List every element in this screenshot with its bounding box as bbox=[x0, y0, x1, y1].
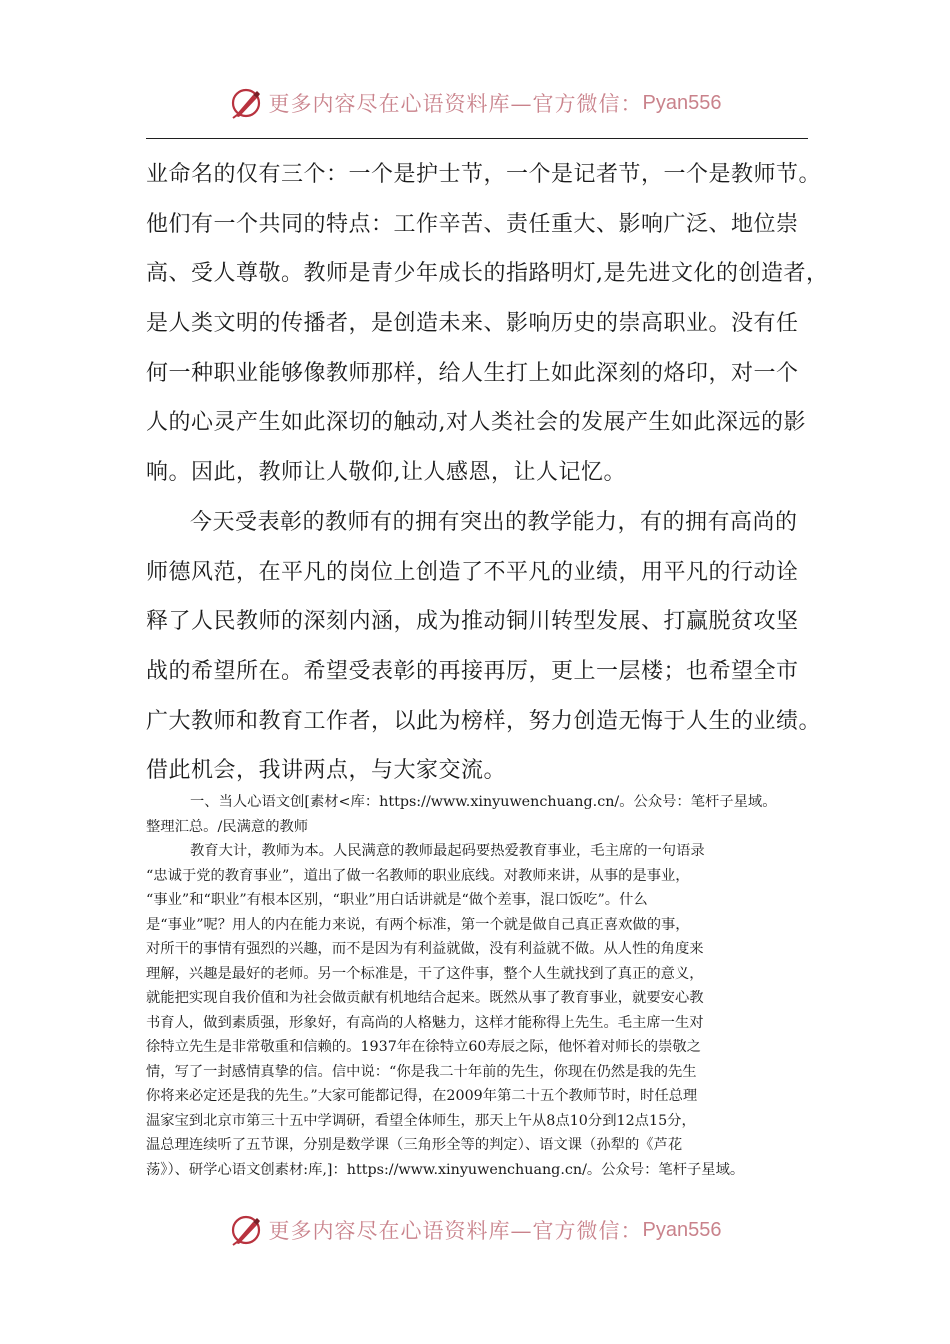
section-heading-line: 整理汇总。/民满意的教师 bbox=[146, 818, 309, 835]
header-wechat-id: Pyan556 bbox=[642, 91, 722, 114]
pen-logo-icon bbox=[229, 1213, 263, 1247]
main-line: 借此机会，我讲两点，与大家交流。 bbox=[146, 758, 507, 784]
main-line: 师德风范，在平凡的岗位上创造了不平凡的业绩，用平凡的行动诠 bbox=[146, 559, 799, 585]
footer-banner bbox=[0, 1207, 950, 1253]
section-heading-line: 一、当人心语文创[素材<库：https://www.xinyuwenchuang.cn/。公众号：笔杆子星域。 bbox=[190, 794, 777, 810]
section-line: 教育大计，教师为本。人民满意的教师最起码要热爱教育事业，毛主席的一句语录 bbox=[190, 843, 705, 859]
section-line: 情，写了一封感情真挚的信。信中说：“你是我二十年前的先生，你现在仍然是我的先生 bbox=[146, 1063, 697, 1080]
main-line: 今天受表彰的教师有的拥有突出的教学能力，有的拥有高尚的 bbox=[190, 509, 798, 535]
section-line: 理解，兴趣是最好的老师。另一个标准是，干了这件事，整个人生就找到了真正的意义， bbox=[146, 965, 704, 982]
header-banner bbox=[0, 80, 950, 126]
main-line: 高、受人尊敬。教师是青少年成长的指路明灯,是先进文化的创造者， bbox=[146, 261, 829, 287]
footer-slogan: 更多内容尽在心语资料库—官方微信： bbox=[268, 1219, 643, 1243]
section-line: “忠诚于党的教育事业”，道出了做一名教师的职业底线。对教师来讲，从事的是事业， bbox=[146, 867, 690, 884]
main-line: 何一种职业能够像教师那样，给人生打上如此深刻的烙印，对一个 bbox=[146, 360, 799, 386]
section-line: 你将来必定还是我的先生。”大家可能都记得，在2009年第二十五个教师节时，时任总理 bbox=[146, 1088, 698, 1104]
pen-logo-icon bbox=[229, 86, 263, 120]
main-line: 人的心灵产生如此深切的触动,对人类社会的发展产生如此深远的影 bbox=[146, 410, 806, 436]
main-line: 战的希望所在。希望受表彰的再接再厉，更上一层楼；也希望全市 bbox=[146, 658, 799, 684]
section-line: 是“事业”呢？用人的内在能力来说，有两个标准，第一个就是做自己真正喜欢做的事， bbox=[146, 916, 690, 933]
section-line: 温家宝到北京市第三十五中学调研，看望全体师生，那天上午从8点10分到12点15分， bbox=[146, 1112, 696, 1129]
footer-wechat-id: Pyan556 bbox=[642, 1218, 722, 1241]
section-line: 徐特立先生是非常敬重和信赖的。1937年在徐特立60寿辰之际，他怀着对师长的崇敬之 bbox=[146, 1039, 701, 1055]
main-line: 释了人民教师的深刻内涵，成为推动铜川转型发展、打赢脱贫攻坚 bbox=[146, 609, 799, 635]
section-line: “事业”和“职业”有根本区别，“职业”用白话讲就是“做个差事，混口饭吃”。什么 bbox=[146, 892, 648, 908]
section-line: 就能把实现自我价值和为社会做贡献有机地结合起来。既然从事了教育事业，就要安心教 bbox=[146, 990, 704, 1006]
section-line: 对所干的事情有强烈的兴趣，而不是因为有利益就做，没有利益就不做。从人性的角度来 bbox=[146, 941, 704, 957]
main-line: 广大教师和教育工作者，以此为榜样，努力创造无悔于人生的业绩。 bbox=[146, 708, 822, 734]
main-line: 响。因此，教师让人敬仰,让人感恩，让人记忆。 bbox=[146, 460, 626, 486]
main-text bbox=[146, 150, 829, 796]
section-line: 温总理连续听了五节课，分别是数学课（三角形全等的判定）、语文课（孙犁的《芦花 bbox=[146, 1137, 683, 1153]
section-line: 书育人，做到素质强，形象好，有高尚的人格魅力，这样才能称得上先生。毛主席一生对 bbox=[146, 1014, 704, 1031]
header-slogan: 更多内容尽在心语资料库—官方微信： bbox=[268, 92, 643, 116]
header-divider bbox=[146, 138, 808, 139]
main-line: 是人类文明的传播者，是创造未来、影响历史的崇高职业。没有任 bbox=[146, 311, 799, 337]
section-text bbox=[146, 790, 812, 1182]
main-line: 他们有一个共同的特点：工作辛苦、责任重大、影响广泛、地位崇 bbox=[146, 211, 799, 237]
main-line: 业命名的仅有三个：一个是护士节，一个是记者节，一个是教师节。 bbox=[146, 162, 822, 187]
section-line: 荡》）、研学心语文创素材:库,]：https://www.xinyuwenchuang.cn/。公众号：笔杆子星域。 bbox=[146, 1161, 745, 1178]
